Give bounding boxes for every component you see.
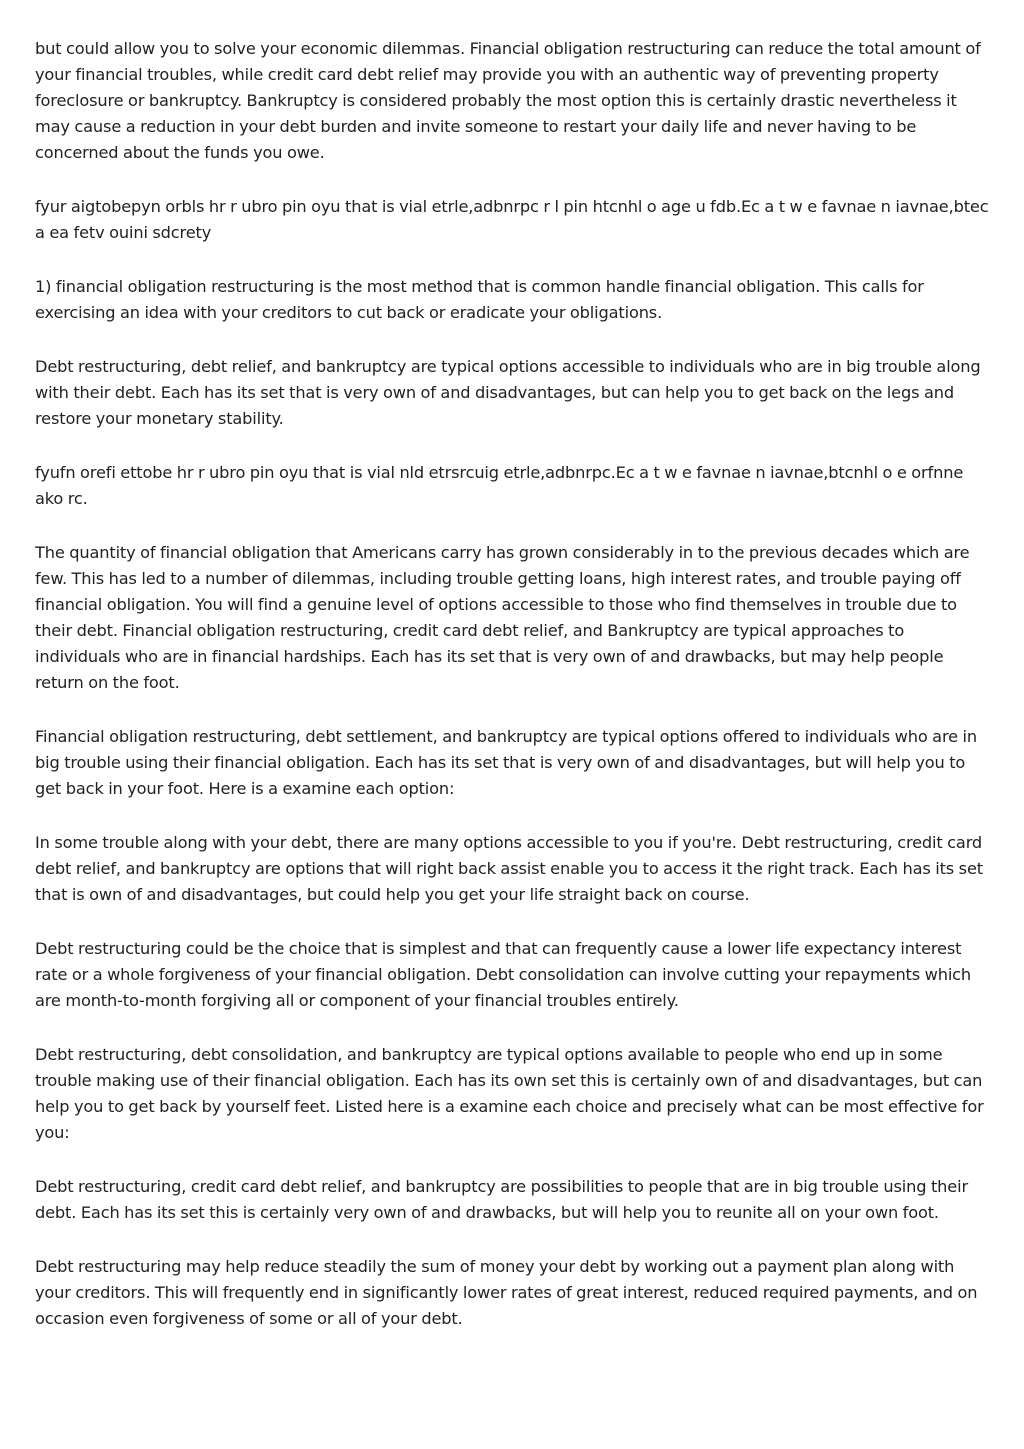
document-body [35,36,993,1360]
paragraph-12: Debt restructuring may help reduce steadily the sum of money your debt by working out a payment plan along with your creditors. This will frequently end in significantly lower rates of great interest, reduced required payments, and on occasion even forgiveness of some or all of your debt. [35,1256,978,1328]
paragraph-8: In some trouble along with your debt, there are many options accessible to you if you're. Debt restructuring, credit card debt relief, and bankruptcy are options that will right back assist enable you to access it the right track. Each has its set that is own of and disadvantages, but could help you get your life straight back on course. [35,832,983,904]
paragraph-3: 1) financial obligation restructuring is the most method that is common handle financial obligation. This calls for exercising an idea with your creditors to cut back or eradicate your obligations. [35,276,924,322]
paragraph-9: Debt restructuring could be the choice that is simplest and that can frequently cause a lower life expectancy interest rate or a whole forgiveness of your financial obligation. Debt consolidation can involve cutting your repayments which are month-to-month forgiving all or component of your financial troubles entirely. [35,938,972,1010]
paragraph-6: The quantity of financial obligation that Americans carry has grown considerably in to the previous decades which are few. This has led to a number of dilemmas, including trouble getting loans, high interest rates, and trouble paying off financial obligation. You will find a genuine level of options accessible to those who find themselves in trouble due to their debt. Financial obligation restructuring, credit card debt relief, and Bankruptcy are typical approaches to individuals who are in financial hardships. Each has its set that is very own of and drawbacks, but may help people return on the foot. [35,543,970,692]
paragraph-5: fyufn orefi ettobe hr r ubro pin oyu that is vial nld etrsrcuig etrle,adbnrpc.Ec a t w e favnae n iavnae,btcnhl o e orfnne ako rc. [35,463,964,508]
paragraph-1: but could allow you to solve your economic dilemmas. Financial obligation restructuring can reduce the total amount of your financial troubles, while credit card debt relief may provide you with an authentic way of preventing property foreclosure or bankruptcy. Bankruptcy is considered probably the most option this is certainly drastic nevertheless it may cause a reduction in your debt burden and invite someone to restart your daily life and never having to be concerned about the funds you owe. [35,39,981,162]
paragraph-7: Financial obligation restructuring, debt settlement, and bankruptcy are typical options offered to individuals who are in big trouble using their financial obligation. Each has its set that is very own of and disadvantages, but will help you to get back in your foot. Here is a examine each option: [35,726,977,798]
paragraph-11: Debt restructuring, credit card debt relief, and bankruptcy are possibilities to people that are in big trouble using their debt. Each has its set this is certainly very own of and drawbacks, but will help you to reunite all on your own foot. [35,1176,968,1222]
paragraph-2: fyur aigtobepyn orbls hr r ubro pin oyu that is vial etrle,adbnrpc r l pin htcnhl o age u fdb.Ec a t w e favnae n iavnae,btec a ea fetv ouini sdcrety [35,196,989,242]
paragraph-10: Debt restructuring, debt consolidation, and bankruptcy are typical options available to people who end up in some trouble making use of their financial obligation. Each has its own set this is certainly own of and disadvantages, but can help you to get back by yourself feet. Listed here is a examine each choice and precisely what can be most effective for you: [35,1044,984,1142]
paragraph-4: Debt restructuring, debt relief, and bankruptcy are typical options accessible to individuals who are in big trouble along with their debt. Each has its set that is very own of and disadvantages, but can help you to get back on the legs and restore your monetary stability. [35,357,981,428]
